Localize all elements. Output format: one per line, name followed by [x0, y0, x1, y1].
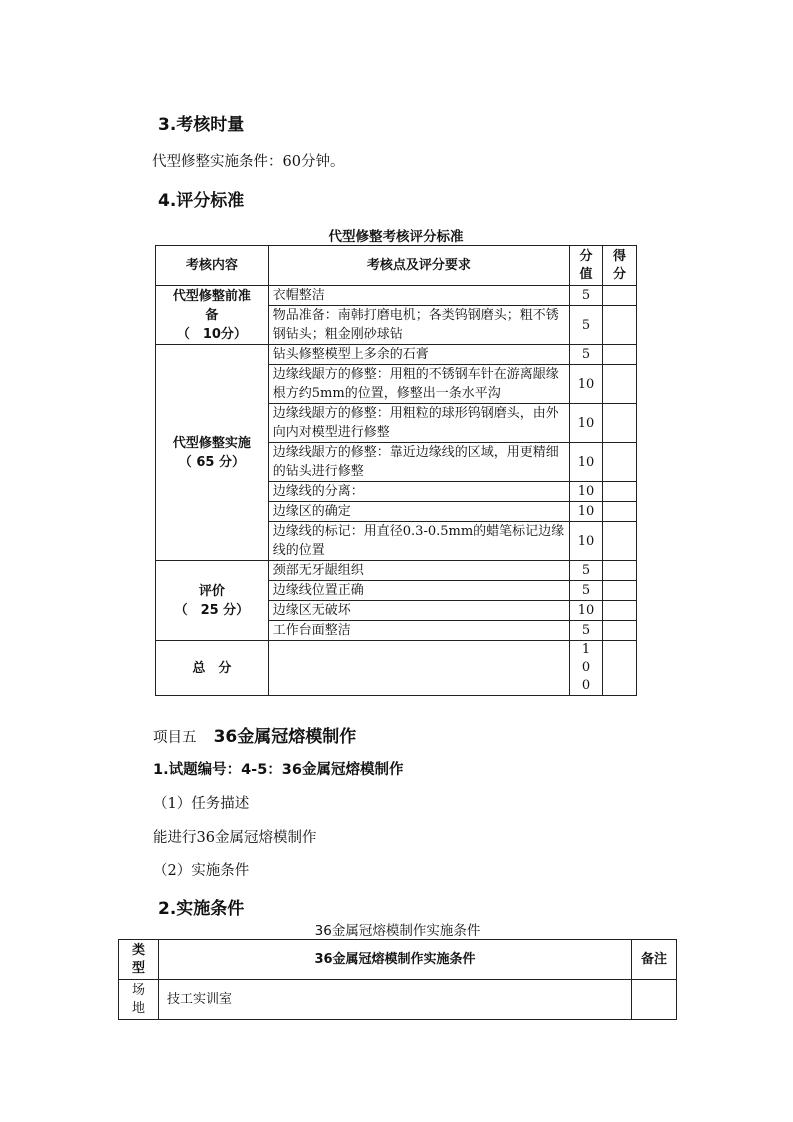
points-cell: 5 — [570, 621, 603, 641]
time-limit-text: 代型修整实施条件：60分钟。 — [152, 154, 345, 170]
points-cell: 5 — [570, 306, 603, 345]
table-header-row — [156, 246, 637, 286]
total-criteria-cell — [268, 641, 569, 696]
points-cell: 10 — [570, 443, 603, 482]
group-label: 备 — [205, 307, 219, 323]
conditions-table-caption: 36金属冠熔模制作实施条件 — [314, 923, 481, 939]
table-row — [156, 561, 637, 581]
table-row — [156, 286, 637, 306]
criteria-cell: 物品准备：南韩打磨电机；各类钨钢磨头；粗不锈钢钻头；粗金刚砂球钻 — [268, 306, 569, 345]
type-text: 场地 — [131, 982, 145, 1016]
group-evaluation — [156, 561, 269, 641]
col-header-content: 考核内容 — [156, 246, 269, 286]
criteria-cell: 边缘区无破坏 — [268, 601, 569, 621]
score-cell[interactable] — [603, 286, 637, 306]
project-title: 36金属冠熔模制作 — [213, 727, 357, 747]
criteria-cell: 边缘线的标记：用直径0.3-0.5mm的蜡笔标记边缘线的位置 — [268, 522, 569, 561]
task-description-label: （1）任务描述 — [153, 796, 250, 812]
criteria-cell: 边缘线位置正确 — [268, 581, 569, 601]
points-cell: 10 — [570, 365, 603, 404]
score-cell[interactable] — [603, 345, 637, 365]
score-cell[interactable] — [603, 404, 637, 443]
criteria-cell: 工作台面整洁 — [268, 621, 569, 641]
group-points: （ 25 分） — [174, 602, 250, 618]
points-cell: 10 — [570, 502, 603, 522]
col-header-criteria: 考核点及评分要求 — [268, 246, 569, 286]
points-cell: 5 — [570, 345, 603, 365]
points-cell: 5 — [570, 561, 603, 581]
criteria-cell: 边缘线的分离： — [268, 482, 569, 502]
type-cell — [119, 980, 159, 1020]
col-header-conditions: 36金属冠熔模制作实施条件 — [158, 940, 631, 980]
points-cell: 10 — [570, 601, 603, 621]
score-cell[interactable] — [603, 601, 637, 621]
type-header-text: 类型 — [131, 942, 145, 976]
table-header-row — [119, 940, 677, 980]
item-1-title: 1.试题编号：4-5：36金属冠熔模制作 — [153, 762, 404, 778]
total-points-cell — [570, 641, 603, 696]
project-label: 项目五 — [153, 730, 197, 746]
points-cell: 5 — [570, 286, 603, 306]
points-header-text: 分值 — [579, 248, 593, 282]
score-header-text: 得分 — [612, 248, 626, 282]
group-label: 代型修整前准 — [172, 288, 251, 304]
scoring-table-caption: 代型修整考核评分标准 — [328, 229, 464, 245]
conditions-label: （2）实施条件 — [153, 863, 250, 879]
conditions-cell: 技工实训室 — [158, 980, 631, 1020]
score-cell[interactable] — [603, 561, 637, 581]
total-label: 总 分 — [156, 641, 269, 696]
group-label: 代型修整实施 — [172, 435, 251, 451]
total-points: 100 — [581, 642, 591, 693]
score-cell[interactable] — [603, 365, 637, 404]
table-row — [119, 980, 677, 1020]
criteria-cell: 边缘线龈方的修整：用粗粒的球形钨钢磨头，由外向内对模型进行修整 — [268, 404, 569, 443]
criteria-cell: 颈部无牙龈组织 — [268, 561, 569, 581]
criteria-cell: 边缘线龈方的修整：用粗的不锈钢车针在游离龈缘根方约5mm的位置，修整出一条水平沟 — [268, 365, 569, 404]
group-points: （ 10分） — [176, 326, 247, 342]
criteria-cell: 边缘线龈方的修整：靠近边缘线的区域，用更精细的钻头进行修整 — [268, 443, 569, 482]
group-preparation — [156, 286, 269, 345]
col-header-score — [603, 246, 637, 286]
criteria-cell: 衣帽整洁 — [268, 286, 569, 306]
scoring-table — [155, 245, 637, 696]
project-heading — [153, 722, 356, 747]
group-implementation — [156, 345, 269, 561]
col-header-points — [570, 246, 603, 286]
score-cell[interactable] — [603, 306, 637, 345]
score-cell[interactable] — [603, 581, 637, 601]
total-score-cell[interactable] — [603, 641, 637, 696]
section-2-title: 2.实施条件 — [158, 899, 245, 919]
task-description-text: 能进行36金属冠熔模制作 — [153, 830, 317, 846]
points-cell: 10 — [570, 522, 603, 561]
col-header-type — [119, 940, 159, 980]
points-cell: 10 — [570, 404, 603, 443]
conditions-table — [118, 939, 677, 1020]
notes-cell — [632, 980, 677, 1020]
total-row — [156, 641, 637, 696]
points-cell: 10 — [570, 482, 603, 502]
criteria-cell: 边缘区的确定 — [268, 502, 569, 522]
group-label: 评价 — [198, 583, 225, 599]
points-cell: 5 — [570, 581, 603, 601]
score-cell[interactable] — [603, 522, 637, 561]
score-cell[interactable] — [603, 502, 637, 522]
table-row — [156, 345, 637, 365]
section-4-title: 4.评分标准 — [158, 191, 245, 211]
section-3-title: 3.考核时量 — [158, 115, 245, 135]
col-header-notes: 备注 — [632, 940, 677, 980]
score-cell[interactable] — [603, 482, 637, 502]
group-points: （ 65 分） — [178, 454, 245, 470]
score-cell[interactable] — [603, 443, 637, 482]
score-cell[interactable] — [603, 621, 637, 641]
criteria-cell: 钻头修整模型上多余的石膏 — [268, 345, 569, 365]
